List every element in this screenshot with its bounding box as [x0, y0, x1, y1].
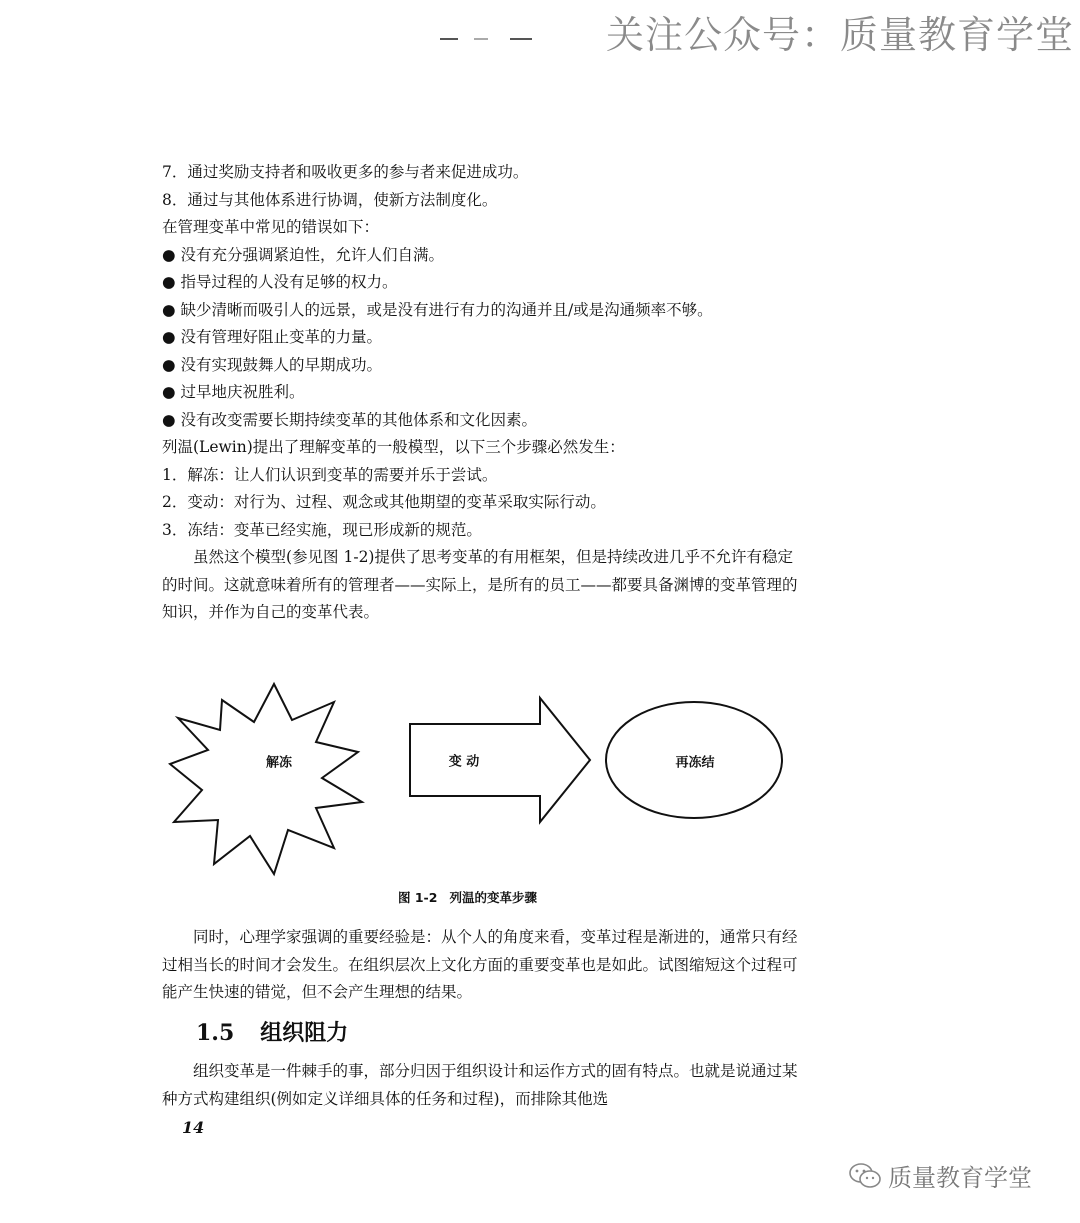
paragraph-intro-mistakes: 在管理变革中常见的错误如下： — [162, 218, 380, 236]
bullet-item: ● 指导过程的人没有足够的权力。 — [162, 273, 398, 291]
figure-diagram — [162, 680, 807, 880]
caption-number: 图 1-2 — [398, 890, 438, 905]
bullet-item: ● 没有充分强调紧迫性，允许人们自满。 — [162, 245, 444, 264]
body-section — [162, 1058, 807, 1113]
list-item: 2．变动：对行为、过程、观念或其他期望的变革采取实际行动。 — [162, 493, 606, 511]
list-item: 7．通过奖励支持者和吸收更多的参与者来促进成功。 — [162, 163, 529, 181]
section-number: 1.5 — [196, 1020, 235, 1046]
label-unfreeze: 解冻 — [265, 755, 293, 771]
body-top — [162, 159, 807, 627]
body-bottom — [162, 924, 807, 1007]
label-change: 变 动 — [448, 754, 480, 770]
wechat-icon — [848, 1162, 882, 1190]
label-refreeze: 再冻结 — [675, 755, 715, 771]
change-arrow — [410, 698, 590, 822]
watermark — [848, 1158, 1032, 1193]
header-dash-2 — [474, 38, 488, 40]
caption-title: 列温的变革步骤 — [449, 890, 537, 905]
paragraph-model: 虽然这个模型(参见图 1-2)提供了思考变革的有用框架，但是持续改进几乎不允许有稳定的时间。这就意味着所有的管理者——实际上，是所有的员工——都要具备渊博的变革管理的知识，并作为自己的变革代表。 — [162, 548, 798, 621]
figure-caption — [398, 888, 537, 906]
list-item: 1．解冻：让人们认识到变革的需要并乐于尝试。 — [162, 465, 498, 484]
list-item: 8．通过与其他体系进行协调，使新方法制度化。 — [162, 190, 498, 209]
section-heading — [196, 1016, 348, 1047]
bullet-item: ● 没有改变需要长期持续变革的其他体系和文化因素。 — [162, 410, 537, 429]
section-title: 组织阻力 — [260, 1020, 349, 1046]
paragraph-lewin-intro: 列温(Lewin)提出了理解变革的一般模型，以下三个步骤必然发生： — [162, 438, 625, 456]
list-item: 3．冻结：变革已经实施，现已形成新的规范。 — [162, 520, 482, 539]
header-dash-3 — [510, 38, 532, 40]
header-dash-1 — [440, 38, 458, 40]
bullet-item: ● 缺少清晰而吸引人的远景，或是没有进行有力的沟通并且/或是沟通频率不够。 — [162, 300, 713, 319]
bullet-item: ● 过早地庆祝胜利。 — [162, 383, 305, 401]
watermark-text: 质量教育学堂 — [888, 1164, 1032, 1192]
bullet-item: ● 没有管理好阻止变革的力量。 — [162, 328, 382, 346]
paragraph-resistance: 组织变革是一件棘手的事，部分归因于组织设计和运作方式的固有特点。也就是说通过某种方式构建组织(例如定义详细具体的任务和过程)，而排除其他选 — [162, 1062, 798, 1108]
page-number: 14 — [182, 1118, 205, 1137]
header-banner: 关注公众号：质量教育学堂 — [605, 13, 1074, 57]
bullet-item: ● 没有实现鼓舞人的早期成功。 — [162, 355, 382, 374]
figure-lewin-steps — [162, 680, 807, 880]
unfreeze-starburst — [170, 684, 362, 874]
paragraph-psychology: 同时，心理学家强调的重要经验是：从个人的角度来看，变革过程是渐进的，通常只有经过相当长的时间才会发生。在组织层次上文化方面的重要变革也是如此。试图缩短这个过程可能产生快速的错觉，但不会产生理想的结果。 — [162, 928, 798, 1001]
